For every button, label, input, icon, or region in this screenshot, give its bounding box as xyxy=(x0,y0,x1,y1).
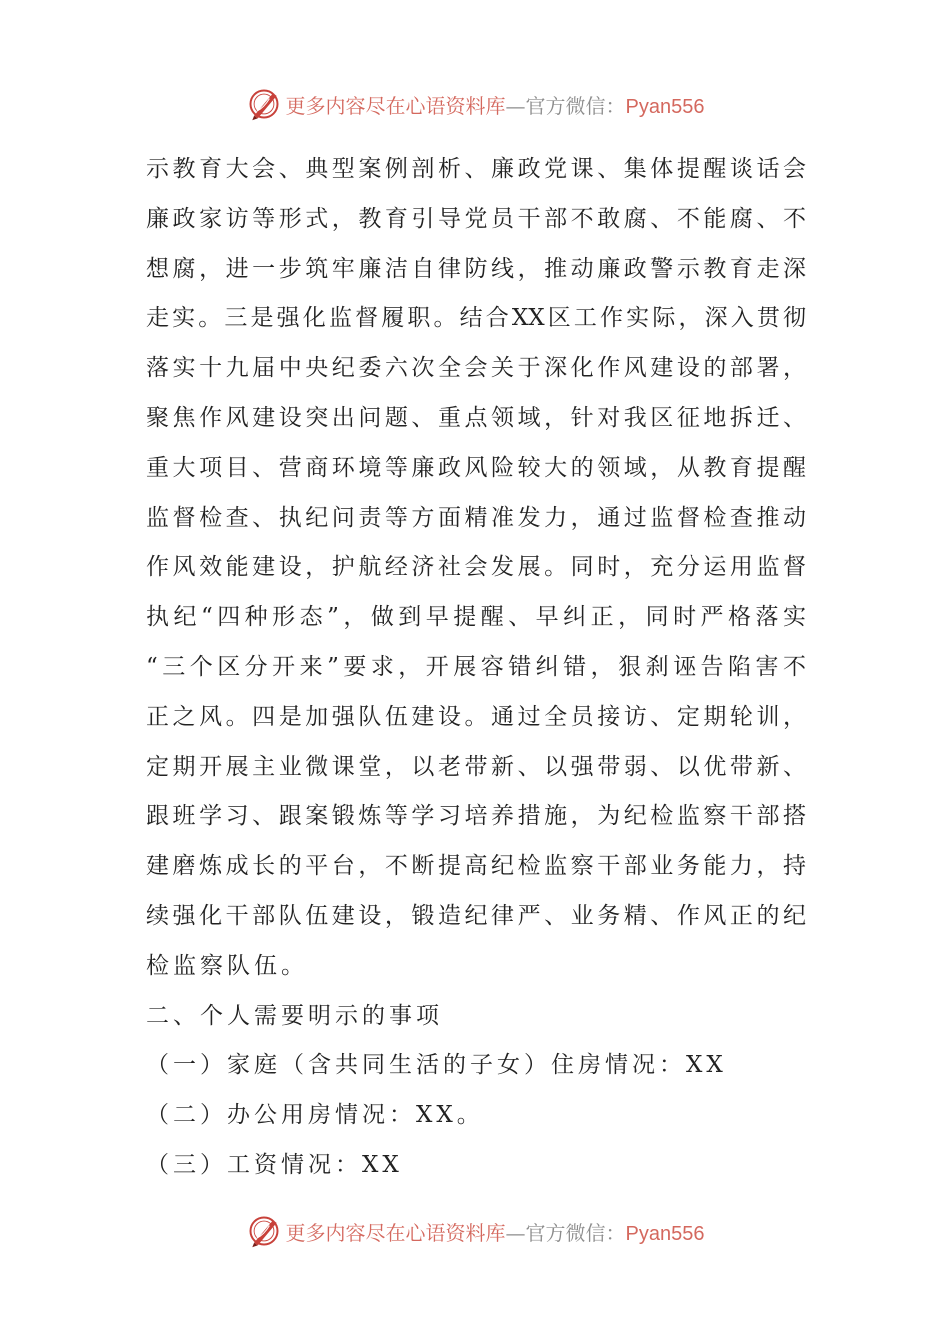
body-line: “三个区分开来”要求，开展容错纠错，狠刹诬告陷害不 xyxy=(146,653,806,680)
banner-wechat-label: 官方微信： xyxy=(525,93,626,118)
banner-lead-text: 更多内容尽在心语资料库 xyxy=(285,93,506,118)
body-line: 执纪“四种形态”，做到早提醒、早纠正，同时严格落实 xyxy=(146,604,806,631)
body-line: 跟班学习、跟案锻炼等学习培养措施，为纪检监察干部搭 xyxy=(146,803,806,830)
banner-wechat-label: 官方微信： xyxy=(525,1220,626,1245)
section-item: （二）办公用房情况：XX。 xyxy=(146,1102,484,1129)
footer-banner xyxy=(0,1206,950,1256)
body-line: 落实十九届中央纪委六次全会关于深化作风建设的部署， xyxy=(146,355,806,382)
body-line: 续强化干部队伍建设，锻造纪律严、业务精、作风正的纪 xyxy=(146,902,806,929)
banner-wechat-handle: Pyan556 xyxy=(625,95,705,118)
section-item: （一）家庭（含共同生活的子女）住房情况：XX xyxy=(146,1052,727,1079)
banner-wechat-handle: Pyan556 xyxy=(625,1222,705,1245)
body-line: 聚焦作风建设突出问题、重点领域，针对我区征地拆迁、 xyxy=(146,404,806,431)
pen-logo-icon xyxy=(246,1213,282,1249)
body-last-line: 检监察队伍。 xyxy=(146,952,308,979)
body-line: 作风效能建设，护航经济社会发展。同时，充分运用监督 xyxy=(146,554,806,581)
body-line: 正之风。四是加强队伍建设。通过全员接访、定期轮训， xyxy=(146,703,806,730)
pen-logo-icon xyxy=(246,86,282,122)
body-line: 监督检查、执纪问责等方面精准发力，通过监督检查推动 xyxy=(146,504,806,531)
header-banner xyxy=(0,79,950,129)
body-line: 定期开展主业微课堂，以老带新、以强带弱、以优带新、 xyxy=(146,753,806,780)
document-body xyxy=(146,145,806,1191)
section-heading: 二、个人需要明示的事项 xyxy=(146,1002,443,1029)
body-line: 重大项目、营商环境等廉政风险较大的领域，从教育提醒 xyxy=(146,454,806,481)
banner-lead-text: 更多内容尽在心语资料库 xyxy=(285,1220,506,1245)
banner-separator: — xyxy=(505,93,526,118)
body-line: 示教育大会、典型案例剖析、廉政党课、集体提醒谈话会 xyxy=(146,156,806,182)
banner-separator: — xyxy=(505,1220,526,1245)
section-item: （三）工资情况：XX xyxy=(146,1151,403,1178)
body-line: 走实。三是强化监督履职。结合XX区工作实际，深入贯彻 xyxy=(146,305,806,332)
body-line: 想腐，进一步筑牢廉洁自律防线，推动廉政警示教育走深 xyxy=(146,255,806,282)
body-line: 廉政家访等形式，教育引导党员干部不敢腐、不能腐、不 xyxy=(146,205,806,232)
body-line: 建磨炼成长的平台，不断提高纪检监察干部业务能力，持 xyxy=(146,853,806,880)
